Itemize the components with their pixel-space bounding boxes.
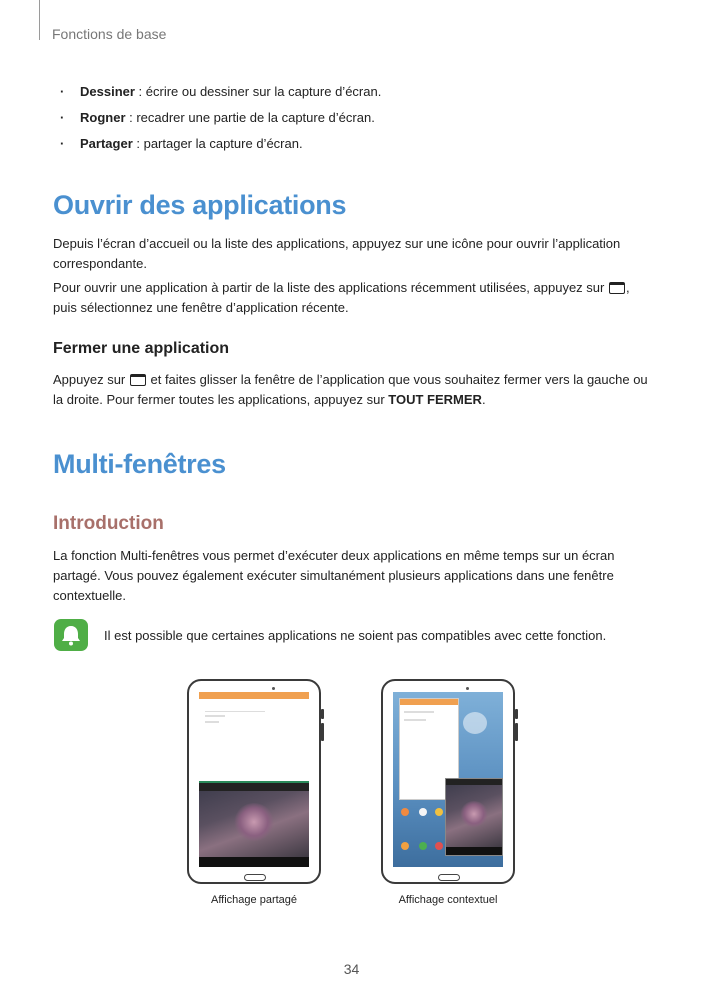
- video-controls: [446, 847, 502, 855]
- bullet-item: [58, 110, 658, 136]
- recent-apps-icon: [130, 374, 146, 386]
- open-apps-heading: Ouvrir des applications: [53, 190, 347, 220]
- popup-video-window: [445, 778, 503, 856]
- app-icon-row: [205, 705, 265, 712]
- video-toolbar: [199, 783, 309, 791]
- side-button: [321, 709, 324, 719]
- video-toolbar: [446, 779, 502, 785]
- top-app-pane: [199, 699, 309, 781]
- close-all-label: TOUT FERMER: [388, 392, 482, 407]
- bullet-term: Dessiner: [80, 84, 135, 99]
- open-apps-para2-text: Pour ouvrir une application à partir de la liste des applications récemment utilisées, appuyez sur: [53, 280, 608, 295]
- home-icons-grid: [399, 802, 447, 856]
- open-apps-para1: Depuis l’écran d’accueil ou la liste des applications, appuyez sur une icône pour ouvrir l’application correspondante.: [53, 236, 621, 271]
- blossom-image: [460, 801, 488, 827]
- side-button: [321, 723, 324, 741]
- caption-split-view: Affichage partagé: [210, 894, 298, 906]
- popup-title-bar: [400, 699, 458, 705]
- introduction-para: La fonction Multi-fenêtres vous permet d’exécuter deux applications en même temps sur un écran partagé. Vous pouvez également exécuter simultanément plusieurs applications dans une fenêtre contextuelle.: [53, 548, 615, 603]
- close-app-text1: Appuyez sur: [53, 372, 129, 387]
- bullet-term: Partager: [80, 136, 133, 151]
- widget-circle: [463, 712, 487, 734]
- video-controls: [199, 857, 309, 867]
- header-rule: [39, 0, 40, 40]
- text-line: [404, 719, 426, 721]
- introduction-heading: Introduction: [53, 513, 164, 534]
- app-icon: [419, 842, 427, 850]
- app-icon: [435, 808, 443, 816]
- app-icon: [435, 842, 443, 850]
- text-line: [205, 715, 225, 717]
- caption-popup-view: Affichage contextuel: [398, 894, 498, 906]
- side-button: [515, 709, 518, 719]
- bell-icon: [54, 619, 88, 651]
- home-button: [438, 874, 460, 881]
- split-screen: [199, 692, 309, 867]
- app-top-bar: [199, 692, 309, 699]
- app-icon: [401, 842, 409, 850]
- app-icon: [419, 808, 427, 816]
- app-icon: [401, 808, 409, 816]
- blossom-image: [234, 803, 274, 841]
- bullet-text: : recadrer une partie de la capture d’écran.: [125, 110, 375, 125]
- multi-window-heading: Multi-fenêtres: [53, 449, 226, 479]
- tablet-split-view: [187, 679, 321, 884]
- camera-dot: [466, 687, 469, 690]
- note-text: Il est possible que certaines applications ne soient pas compatibles avec cette fonction.: [104, 628, 607, 643]
- note-badge: [54, 619, 88, 651]
- bullet-text: : partager la capture d’écran.: [132, 136, 303, 151]
- camera-dot: [272, 687, 275, 690]
- close-app-text3: .: [481, 392, 486, 407]
- open-apps-para2: [53, 278, 653, 318]
- video-pane: [199, 783, 309, 867]
- recent-apps-icon: [609, 282, 625, 294]
- home-button: [244, 874, 266, 881]
- section-label: Fonctions de base: [52, 26, 167, 42]
- bullet-text: : écrire ou dessiner sur la capture d’écran.: [134, 84, 382, 99]
- text-line: [205, 721, 219, 723]
- bullet-item: [58, 84, 658, 110]
- page-number: 34: [343, 961, 360, 977]
- close-app-para: [53, 370, 653, 410]
- bullet-item: [58, 136, 658, 162]
- open-apps-para2-line2: puis sélectionnez une fenêtre d’application récente.: [53, 300, 349, 315]
- tablet-popup-view: [381, 679, 515, 884]
- bullet-term: Rogner: [80, 110, 126, 125]
- side-button: [515, 723, 518, 741]
- popup-screen: [393, 692, 503, 867]
- open-apps-para2-end: ,: [625, 280, 630, 295]
- bullet-list: [58, 84, 658, 162]
- close-app-text2: et faites glisser la fenêtre de l’application que vous souhaitez fermer vers la gauche ou la droite. Pour fermer toutes les applications, appuyez sur: [53, 372, 648, 407]
- text-line: [404, 711, 434, 713]
- close-app-heading: Fermer une application: [53, 340, 230, 357]
